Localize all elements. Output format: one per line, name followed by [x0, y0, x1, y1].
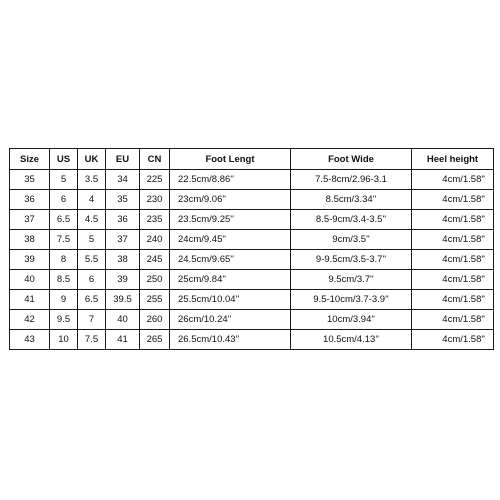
table-row — [10, 190, 494, 210]
us-cell: 10 — [50, 330, 78, 350]
cn-cell: 255 — [140, 290, 170, 310]
cn-cell: 260 — [140, 310, 170, 330]
uk-cell: 4 — [78, 190, 106, 210]
heel-height-cell: 4cm/1.58'' — [412, 250, 494, 270]
cn-cell: 240 — [140, 230, 170, 250]
foot-width-cell: 8.5-9cm/3.4-3.5'' — [291, 210, 412, 230]
header-heel-height: Heel height — [412, 149, 494, 170]
uk-cell: 5.5 — [78, 250, 106, 270]
table-row — [10, 230, 494, 250]
size-chart-body — [10, 170, 494, 350]
size-cell: 41 — [10, 290, 50, 310]
eu-cell: 38 — [106, 250, 140, 270]
foot-width-cell: 9.5cm/3.7'' — [291, 270, 412, 290]
eu-cell: 36 — [106, 210, 140, 230]
table-row — [10, 290, 494, 310]
us-cell: 8.5 — [50, 270, 78, 290]
uk-cell: 3.5 — [78, 170, 106, 190]
foot-length-cell: 26.5cm/10.43'' — [170, 330, 291, 350]
heel-height-cell: 4cm/1.58'' — [412, 330, 494, 350]
size-chart-table — [9, 148, 494, 350]
us-cell: 8 — [50, 250, 78, 270]
us-cell: 9 — [50, 290, 78, 310]
eu-cell: 39 — [106, 270, 140, 290]
uk-cell: 6.5 — [78, 290, 106, 310]
eu-cell: 41 — [106, 330, 140, 350]
us-cell: 6 — [50, 190, 78, 210]
size-cell: 38 — [10, 230, 50, 250]
uk-cell: 6 — [78, 270, 106, 290]
cn-cell: 250 — [140, 270, 170, 290]
size-chart-header — [10, 149, 494, 170]
foot-length-cell: 24.5cm/9.65'' — [170, 250, 291, 270]
uk-cell: 5 — [78, 230, 106, 250]
size-cell: 35 — [10, 170, 50, 190]
cn-cell: 245 — [140, 250, 170, 270]
size-cell: 42 — [10, 310, 50, 330]
uk-cell: 7 — [78, 310, 106, 330]
us-cell: 7.5 — [50, 230, 78, 250]
eu-cell: 39.5 — [106, 290, 140, 310]
foot-length-cell: 23cm/9.06'' — [170, 190, 291, 210]
header-uk: UK — [78, 149, 106, 170]
us-cell: 9.5 — [50, 310, 78, 330]
size-cell: 43 — [10, 330, 50, 350]
uk-cell: 4.5 — [78, 210, 106, 230]
header-foot-length: Foot Lengt — [170, 149, 291, 170]
table-row — [10, 210, 494, 230]
table-row — [10, 330, 494, 350]
eu-cell: 37 — [106, 230, 140, 250]
header-row — [10, 149, 494, 170]
eu-cell: 35 — [106, 190, 140, 210]
size-cell: 40 — [10, 270, 50, 290]
size-cell: 39 — [10, 250, 50, 270]
foot-width-cell: 9.5-10cm/3.7-3.9'' — [291, 290, 412, 310]
foot-length-cell: 25cm/9.84'' — [170, 270, 291, 290]
cn-cell: 230 — [140, 190, 170, 210]
foot-width-cell: 9cm/3.5'' — [291, 230, 412, 250]
heel-height-cell: 4cm/1.58'' — [412, 270, 494, 290]
foot-width-cell: 10cm/3.94'' — [291, 310, 412, 330]
table-row — [10, 250, 494, 270]
foot-width-cell: 10.5cm/4.13'' — [291, 330, 412, 350]
cn-cell: 225 — [140, 170, 170, 190]
heel-height-cell: 4cm/1.58'' — [412, 290, 494, 310]
heel-height-cell: 4cm/1.58'' — [412, 210, 494, 230]
us-cell: 5 — [50, 170, 78, 190]
uk-cell: 7.5 — [78, 330, 106, 350]
eu-cell: 40 — [106, 310, 140, 330]
header-foot-width: Foot Wide — [291, 149, 412, 170]
header-size: Size — [10, 149, 50, 170]
size-cell: 37 — [10, 210, 50, 230]
cn-cell: 235 — [140, 210, 170, 230]
heel-height-cell: 4cm/1.58'' — [412, 170, 494, 190]
foot-length-cell: 22.5cm/8.86'' — [170, 170, 291, 190]
header-us: US — [50, 149, 78, 170]
header-cn: CN — [140, 149, 170, 170]
cn-cell: 265 — [140, 330, 170, 350]
size-cell: 36 — [10, 190, 50, 210]
table-row — [10, 170, 494, 190]
us-cell: 6.5 — [50, 210, 78, 230]
foot-length-cell: 26cm/10.24'' — [170, 310, 291, 330]
foot-width-cell: 8.5cm/3.34'' — [291, 190, 412, 210]
heel-height-cell: 4cm/1.58'' — [412, 190, 494, 210]
table-row — [10, 270, 494, 290]
foot-length-cell: 24cm/9.45'' — [170, 230, 291, 250]
header-eu: EU — [106, 149, 140, 170]
table-row — [10, 310, 494, 330]
eu-cell: 34 — [106, 170, 140, 190]
foot-width-cell: 9-9.5cm/3.5-3.7'' — [291, 250, 412, 270]
foot-length-cell: 23.5cm/9.25'' — [170, 210, 291, 230]
heel-height-cell: 4cm/1.58'' — [412, 310, 494, 330]
foot-length-cell: 25.5cm/10.04'' — [170, 290, 291, 310]
heel-height-cell: 4cm/1.58'' — [412, 230, 494, 250]
foot-width-cell: 7.5-8cm/2.96-3.1 — [291, 170, 412, 190]
